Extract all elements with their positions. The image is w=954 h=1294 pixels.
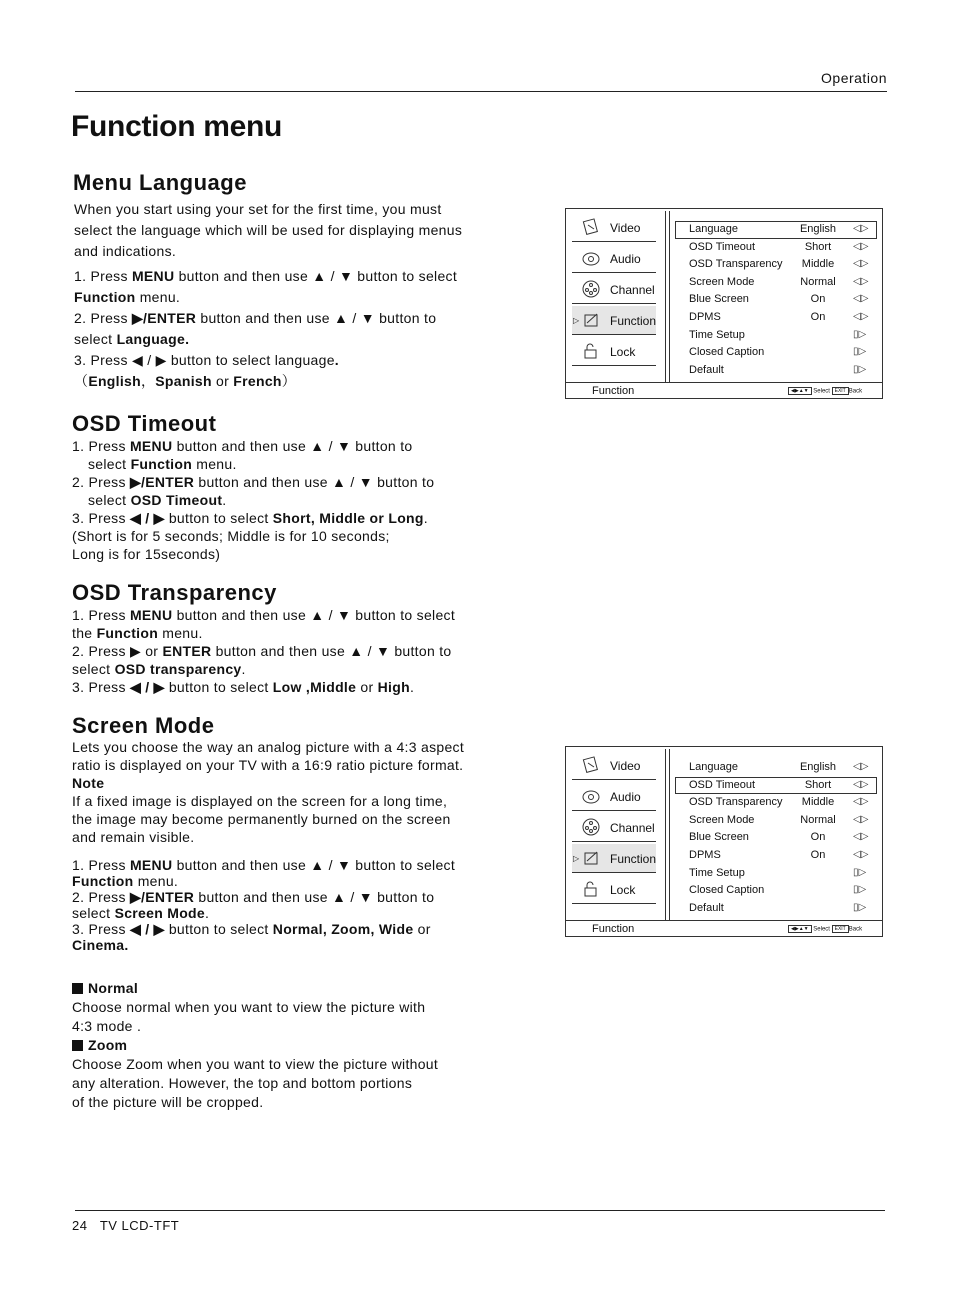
note-line: and remain visible. (72, 829, 195, 845)
left-right-arrow-icon: ◁▷ (853, 796, 869, 808)
osd-side-item-channel: Channel (572, 813, 656, 842)
osd-footer-label: Function (592, 923, 635, 935)
intro-line: When you start using your set for the first time, you must (74, 201, 442, 217)
option-zoom-label: Zoom (72, 1036, 438, 1055)
osd-timeout-text (72, 437, 434, 563)
note-line: If a fixed image is displayed on the screen for a long time, (72, 793, 448, 809)
osd-footer-hint: ◀▶▲▼ Select EXIT Back (788, 387, 862, 395)
osd-side-menu (572, 213, 656, 368)
page-number: 24 (72, 1218, 88, 1233)
step-2-cont: select OSD Timeout. (88, 492, 227, 508)
audio-icon (582, 249, 600, 267)
osd-side-item-lock: Lock (572, 337, 656, 366)
video-icon (582, 756, 600, 774)
bullet-square-icon (72, 983, 83, 994)
step-2: 2. Press ▶/ENTER button and then use ▲ / ▼ button to (72, 889, 435, 905)
osd-row-time-setup: Time Setup ▯▷ (689, 328, 867, 341)
osd-row-dpms: DPMS On ◁▷ (689, 310, 869, 323)
step-2-cont: select OSD transparency. (72, 661, 246, 677)
osd-row-closed-caption: Closed Caption ▯▷ (689, 884, 867, 897)
osd-side-item-video: Video (572, 751, 656, 780)
osd-option-list (675, 221, 877, 379)
osd-row-time-setup: Time Setup ▯▷ (689, 866, 867, 879)
section-title-menu-language: Menu Language (73, 170, 247, 195)
osd-side-item-function: ▷ Function (572, 306, 656, 335)
option-normal-desc: 4:3 mode . (72, 1018, 142, 1034)
option-zoom-desc: of the picture will be cropped. (72, 1094, 264, 1110)
step-1: 1. Press MENU button and then use ▲ / ▼ button to select (74, 268, 458, 284)
bullet-square-icon (72, 1040, 83, 1051)
section-header: Operation (821, 70, 887, 86)
step-3: 3. Press ◀ / ▶ button to select language. (74, 352, 339, 368)
nav-keys-icon: ◀▶▲▼ (788, 925, 812, 933)
osd-side-item-audio: Audio (572, 782, 656, 811)
lock-icon (582, 342, 600, 360)
function-icon (582, 849, 600, 867)
step-1-cont: select Function menu. (88, 456, 237, 472)
osd-row-default: Default ▯▷ (689, 901, 867, 914)
left-right-arrow-icon: ◁▷ (853, 240, 869, 252)
osd-row-dpms: DPMS On ◁▷ (689, 848, 869, 861)
osd-row-osd-transparency: OSD Transparency Middle ◁▷ (689, 796, 869, 809)
enter-arrow-icon: ▯▷ (853, 328, 867, 340)
step-3-cont: Cinema. (72, 937, 129, 953)
video-icon (582, 218, 600, 236)
osd-row-blue-screen: Blue Screen On ◁▷ (689, 831, 869, 844)
left-right-arrow-icon: ◁▷ (853, 778, 869, 790)
step-2-cont: select Screen Mode. (72, 905, 210, 921)
step-1: 1. Press MENU button and then use ▲ / ▼ button to select (72, 857, 456, 873)
osd-row-closed-caption: Closed Caption ▯▷ (689, 346, 867, 359)
left-right-arrow-icon: ◁▷ (853, 813, 869, 825)
left-right-arrow-icon: ◁▷ (853, 223, 869, 234)
left-right-arrow-icon: ◁▷ (853, 831, 869, 843)
option-zoom-desc: any alteration. However, the top and bottom portions (72, 1075, 413, 1091)
intro-line: select the language which will be used for displaying menus (74, 222, 463, 238)
option-zoom-desc: Choose Zoom when you want to view the picture without (72, 1056, 439, 1072)
osd-transparency-text (72, 606, 455, 696)
note-label: Note (72, 775, 105, 791)
channel-icon (582, 280, 600, 298)
step-3-options: （English，Spanish or French） (74, 373, 297, 389)
osd-row-default: Default ▯▷ (689, 363, 867, 376)
enter-arrow-icon: ▯▷ (853, 884, 867, 896)
osd-menu-language (565, 208, 883, 399)
nav-keys-icon: ◀▶▲▼ (788, 387, 812, 395)
osd-footer-divider (566, 920, 882, 921)
osd-row-osd-timeout: OSD Timeout Short ◁▷ (689, 240, 869, 253)
function-icon (582, 311, 600, 329)
osd-divider (665, 749, 670, 920)
screen-mode-steps (72, 857, 455, 953)
osd-footer-divider (566, 382, 882, 383)
osd-side-item-channel: Channel (572, 275, 656, 304)
page-footer (72, 1218, 179, 1233)
osd-divider (665, 211, 670, 382)
left-right-arrow-icon: ◁▷ (853, 293, 869, 305)
osd-footer-hint: ◀▶▲▼ Select EXIT Back (788, 925, 862, 933)
selected-arrow-icon: ▷ (573, 316, 580, 325)
step-3: 3. Press ◀ / ▶ button to select Low ,Middle or High. (72, 679, 415, 695)
osd-menu-osd-timeout (565, 746, 883, 937)
step-2: 2. Press ▶/ENTER button and then use ▲ / ▼ button to (74, 310, 437, 326)
step-1-cont: Function menu. (74, 289, 181, 305)
osd-side-item-function: ▷ Function (572, 844, 656, 873)
osd-option-list (675, 759, 877, 917)
section-title-osd-transparency: OSD Transparency (72, 580, 277, 605)
osd-row-language: Language English ◁▷ (675, 221, 877, 239)
footer-rule (75, 1210, 885, 1211)
enter-arrow-icon: ▯▷ (853, 901, 867, 913)
lock-icon (582, 880, 600, 898)
option-normal-label: Normal (72, 979, 438, 998)
step-1-cont: Function menu. (72, 873, 179, 889)
menu-language-text (74, 199, 462, 392)
step-3: 3. Press ◀ / ▶ button to select Short, Middle or Long. (72, 510, 428, 526)
channel-icon (582, 818, 600, 836)
step-1-cont: the Function menu. (72, 625, 203, 641)
selected-arrow-icon: ▷ (573, 854, 580, 863)
left-right-arrow-icon: ◁▷ (853, 310, 869, 322)
header-rule (75, 91, 887, 92)
osd-row-language: Language English ◁▷ (689, 761, 869, 773)
enter-arrow-icon: ▯▷ (853, 346, 867, 358)
product-name: TV LCD-TFT (99, 1218, 180, 1233)
step-1: 1. Press MENU button and then use ▲ / ▼ button to select (72, 607, 456, 623)
step-2: 2. Press ▶/ENTER button and then use ▲ / ▼ button to (72, 474, 435, 490)
section-title-screen-mode: Screen Mode (72, 713, 215, 738)
osd-side-item-audio: Audio (572, 244, 656, 273)
osd-side-item-lock: Lock (572, 875, 656, 904)
left-right-arrow-icon: ◁▷ (853, 848, 869, 860)
osd-row-blue-screen: Blue Screen On ◁▷ (689, 293, 869, 306)
note-line: (Short is for 5 seconds; Middle is for 10 seconds; (72, 528, 390, 544)
intro-line: Lets you choose the way an analog picture with a 4:3 aspect (72, 739, 465, 755)
left-right-arrow-icon: ◁▷ (853, 275, 869, 287)
audio-icon (582, 787, 600, 805)
screen-mode-text (72, 738, 464, 846)
osd-row-screen-mode: Screen Mode Normal ◁▷ (689, 275, 869, 288)
page-title: Function menu (71, 110, 283, 143)
intro-line: ratio is displayed on your TV with a 16:9 ratio picture format. (72, 757, 464, 773)
left-right-arrow-icon: ◁▷ (853, 258, 869, 270)
osd-row-osd-transparency: OSD Transparency Middle ◁▷ (689, 258, 869, 271)
left-right-arrow-icon: ◁▷ (853, 761, 869, 772)
note-line: the image may become permanently burned on the screen (72, 811, 451, 827)
osd-row-screen-mode: Screen Mode Normal ◁▷ (689, 813, 869, 826)
screen-mode-options (72, 979, 438, 1112)
step-3: 3. Press ◀ / ▶ button to select Normal, Zoom, Wide or (72, 921, 431, 937)
section-title-osd-timeout: OSD Timeout (72, 411, 217, 436)
step-2: 2. Press ▶ or ENTER button and then use ▲ / ▼ button to (72, 643, 452, 659)
option-normal-desc: Choose normal when you want to view the picture with (72, 999, 426, 1015)
intro-line: and indications. (74, 243, 177, 259)
osd-side-menu (572, 751, 656, 906)
note-line: Long is for 15seconds) (72, 546, 221, 562)
osd-row-osd-timeout: OSD Timeout Short ◁▷ (675, 777, 877, 795)
enter-arrow-icon: ▯▷ (853, 866, 867, 878)
step-2-cont: select Language. (74, 331, 190, 347)
enter-arrow-icon: ▯▷ (853, 363, 867, 375)
osd-side-item-video: Video (572, 213, 656, 242)
osd-footer-label: Function (592, 385, 635, 397)
step-1: 1. Press MENU button and then use ▲ / ▼ button to (72, 438, 413, 454)
